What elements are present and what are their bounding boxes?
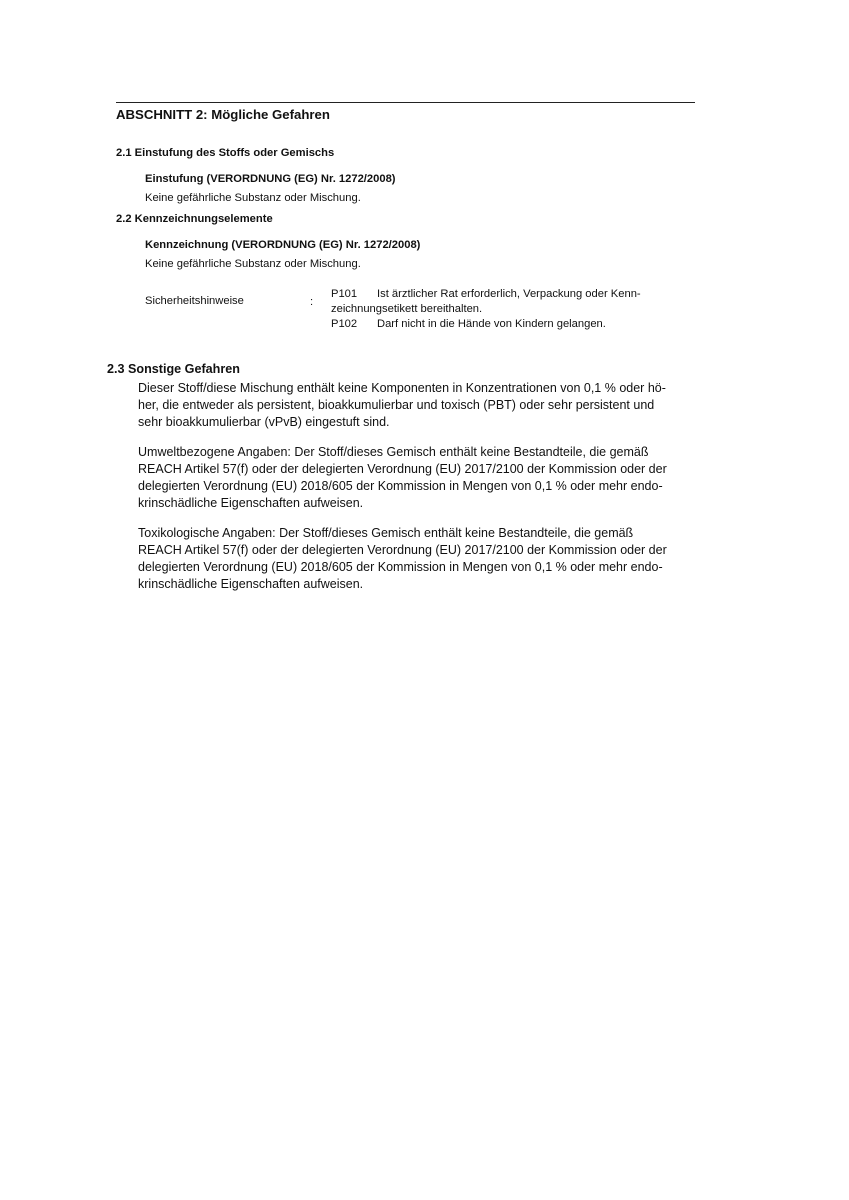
paragraph-line: her, die entweder als persistent, bioakkumulierbar und toxisch (PBT) oder sehr persistent und [138,398,655,412]
paragraph-line: delegierten Verordnung (EU) 2018/605 der Kommission in Mengen von 0,1 % oder mehr endo- [138,560,663,574]
section-top-rule [116,102,695,103]
toxicological-information-paragraph [138,525,667,593]
p101-text-line-2: zeichnungsetikett bereithalten. [331,303,483,315]
paragraph-line: Umweltbezogene Angaben: Der Stoff/dieses Gemisch enthält keine Bestandteile, die gemäß [138,445,649,459]
p102-statement [331,316,606,332]
safety-statements-label: Sicherheitshinweise [145,295,244,307]
environmental-information-paragraph [138,444,667,512]
classification-text: Keine gefährliche Substanz oder Mischung. [145,192,361,204]
p101-text-line-1: Ist ärztlicher Rat erforderlich, Verpackung oder Kenn- [377,288,641,300]
p101-statement [331,286,641,302]
safety-statements-colon: : [310,296,314,308]
paragraph-line: REACH Artikel 57(f) oder der delegierten Verordnung (EU) 2017/2100 der Kommission oder der [138,462,667,476]
classification-label: Einstufung (VERORDNUNG (EG) Nr. 1272/2008) [145,173,396,185]
paragraph-line: sehr bioakkumulierbar (vPvB) eingestuft sind. [138,415,390,429]
paragraph-line: REACH Artikel 57(f) oder der delegierten Verordnung (EU) 2017/2100 der Kommission oder der [138,543,667,557]
subsection-2-1-heading: 2.1 Einstufung des Stoffs oder Gemischs [116,147,335,159]
subsection-2-2-heading: 2.2 Kennzeichnungselemente [116,213,273,225]
p102-text: Darf nicht in die Hände von Kindern gelangen. [377,318,606,330]
paragraph-line: Dieser Stoff/diese Mischung enthält keine Komponenten in Konzentrationen von 0,1 % oder hö- [138,381,666,395]
p102-code: P102 [331,318,358,330]
other-hazards-paragraph-1 [138,380,666,431]
labelling-label: Kennzeichnung (VERORDNUNG (EG) Nr. 1272/2008) [145,239,421,251]
p101-code: P101 [331,288,358,300]
subsection-2-3-heading: 2.3 Sonstige Gefahren [107,362,240,376]
paragraph-line: krinschädliche Eigenschaften aufweisen. [138,496,364,510]
paragraph-line: krinschädliche Eigenschaften aufweisen. [138,577,364,591]
section-title: ABSCHNITT 2: Mögliche Gefahren [116,107,330,122]
paragraph-line: Toxikologische Angaben: Der Stoff/dieses Gemisch enthält keine Bestandteile, die gemäß [138,526,634,540]
labelling-text: Keine gefährliche Substanz oder Mischung. [145,258,361,270]
paragraph-line: delegierten Verordnung (EU) 2018/605 der Kommission in Mengen von 0,1 % oder mehr endo- [138,479,663,493]
